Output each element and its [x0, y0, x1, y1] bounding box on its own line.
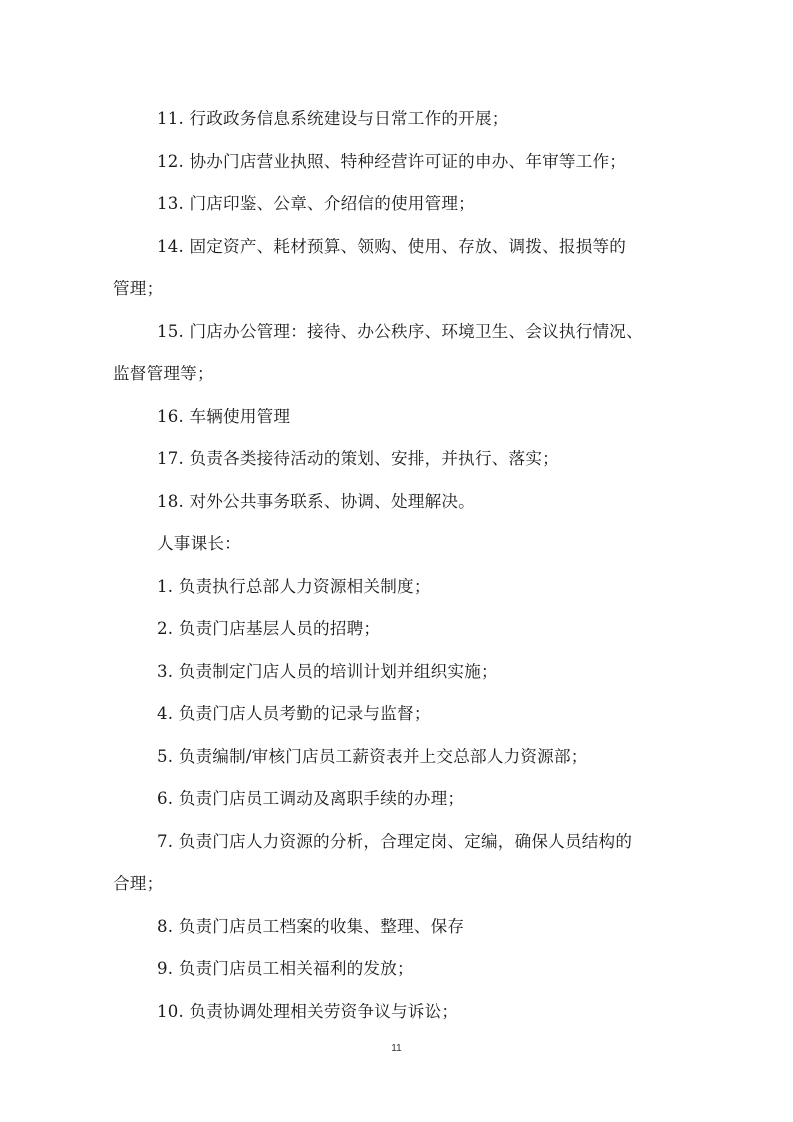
list-item-hr-8: 8. 负责门店员工档案的收集、整理、保存	[157, 916, 465, 936]
list-item-admin-15: 15. 门店办公管理：接待、办公秩序、环境卫生、会议执行情况、	[157, 321, 643, 341]
list-item-admin-11: 11. 行政政务信息系统建设与日常工作的开展；	[157, 109, 509, 128]
list-item-hr-1: 1. 负责执行总部人力资源相关制度；	[157, 576, 431, 596]
list-item-hr-3: 3. 负责制定门店人员的培训计划并组织实施；	[157, 661, 498, 681]
list-item-hr-7: 7. 负责门店人力资源的分析，合理定岗、定编，确保人员结构的	[157, 831, 633, 851]
list-item-admin-14-continued: 管理；	[113, 279, 164, 298]
list-item-hr-2: 2. 负责门店基层人员的招聘；	[157, 619, 381, 638]
list-item-admin-13: 13. 门店印鉴、公章、介绍信的使用管理；	[157, 194, 475, 213]
list-item-hr-6: 6. 负责门店员工调动及离职手续的办理；	[157, 789, 465, 808]
list-item-hr-5: 5. 负责编制/审核门店员工薪资表并上交总部人力资源部；	[157, 746, 588, 766]
list-item-admin-14: 14. 固定资产、耗材预算、领购、使用、存放、调拨、报损等的	[157, 236, 627, 256]
list-item-admin-17: 17. 负责各类接待活动的策划、安排，并执行、落实；	[157, 449, 559, 468]
list-item-admin-16: 16. 车辆使用管理	[157, 406, 291, 426]
list-item-hr-7-continued: 合理；	[113, 874, 164, 893]
list-item-admin-18: 18. 对外公共事务联系、协调、处理解决。	[157, 491, 475, 511]
list-item-hr-9: 9. 负责门店员工相关福利的发放；	[157, 959, 414, 978]
list-item-hr-10: 10. 负责协调处理相关劳资争议与诉讼；	[157, 1001, 459, 1021]
page-number: 11	[391, 1043, 402, 1054]
list-item-hr-4: 4. 负责门店人员考勤的记录与监督；	[157, 704, 431, 723]
list-item-admin-12: 12. 协办门店营业执照、特种经营许可证的申办、年审等工作；	[157, 151, 627, 171]
section-heading-hr-manager: 人事课长：	[157, 534, 241, 553]
list-item-admin-15-continued: 监督管理等；	[113, 364, 214, 383]
document-body	[113, 98, 683, 1033]
